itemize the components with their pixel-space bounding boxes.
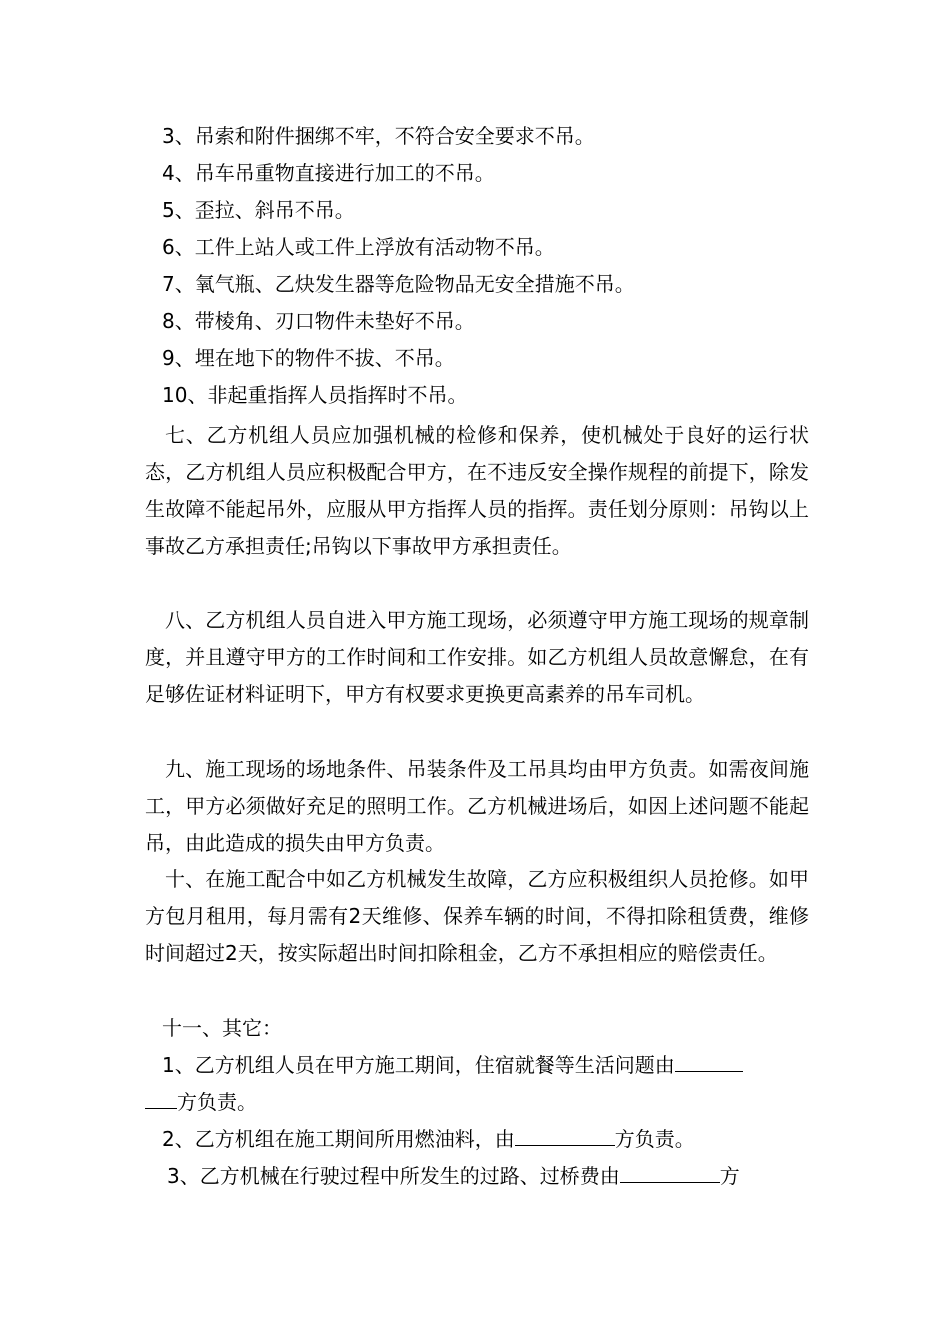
other-item-2-suffix: 方负责。 <box>614 1127 695 1151</box>
other-item-3 <box>167 1158 740 1194</box>
rule-item-9: 9、埋在地下的物件不拔、不吊。 <box>162 346 455 370</box>
other-item-2-text: 2、乙方机组在施工期间所用燃油料，由 <box>162 1127 515 1151</box>
rule-item-5: 5、歪拉、斜吊不吊。 <box>162 198 355 222</box>
rule-item-10: 10、非起重指挥人员指挥时不吊。 <box>162 383 468 407</box>
other-item-3-suffix: 方 <box>719 1164 740 1188</box>
other-item-1-text: 1、乙方机组人员在甲方施工期间，住宿就餐等生活问题由 <box>162 1053 675 1077</box>
rule-item-8: 8、带棱角、刃口物件未垫好不吊。 <box>162 309 475 333</box>
rule-item-4: 4、吊车吊重物直接进行加工的不吊。 <box>162 161 495 185</box>
rule-item-6: 6、工件上站人或工件上浮放有活动物不吊。 <box>162 235 555 259</box>
fill-blank-2[interactable] <box>515 1125 615 1146</box>
fill-blank-3[interactable] <box>620 1162 720 1183</box>
rule-item-3: 3、吊索和附件捆绑不牢，不符合安全要求不吊。 <box>162 124 595 148</box>
clause-seven: 七、乙方机组人员应加强机械的检修和保养，使机械处于良好的运行状态，乙方机组人员应积极配合甲方，在不违反安全操作规程的前提下，除发生故障不能起吊外，应服从甲方指挥人员的指挥。责任划分原则：吊钩以上事故乙方承担责任;吊钩以下事故甲方承担责任。 <box>145 423 809 558</box>
other-item-1-continued <box>145 1084 257 1120</box>
other-item-2 <box>162 1121 695 1157</box>
other-item-1-suffix: 方负责。 <box>177 1090 257 1114</box>
fill-blank-1a[interactable] <box>675 1051 743 1072</box>
clause-eight: 八、乙方机组人员自进入甲方施工现场，必须遵守甲方施工现场的规章制度，并且遵守甲方的工作时间和工作安排。如乙方机组人员故意懈怠，在有足够佐证材料证明下，甲方有权要求更换更高素养的吊车司机。 <box>145 608 809 706</box>
other-item-1 <box>162 1047 743 1083</box>
other-item-3-text: 3、乙方机械在行驶过程中所发生的过路、过桥费由 <box>167 1164 620 1188</box>
section-other-heading: 十一、其它： <box>162 1016 282 1040</box>
clause-nine: 九、施工现场的场地条件、吊装条件及工吊具均由甲方负责。如需夜间施工，甲方必须做好充足的照明工作。乙方机械进场后，如因上述问题不能起吊，由此造成的损失由甲方负责。 <box>145 757 809 855</box>
clause-ten: 十、在施工配合中如乙方机械发生故障，乙方应积极组织人员抢修。如甲方包月租用，每月需有2天维修、保养车辆的时间，不得扣除租赁费，维修时间超过2天，按实际超出时间扣除租金，乙方不承担相应的赔偿责任。 <box>145 867 809 965</box>
rule-item-7: 7、氧气瓶、乙炔发生器等危险物品无安全措施不吊。 <box>162 272 635 296</box>
fill-blank-1b[interactable] <box>145 1088 177 1109</box>
